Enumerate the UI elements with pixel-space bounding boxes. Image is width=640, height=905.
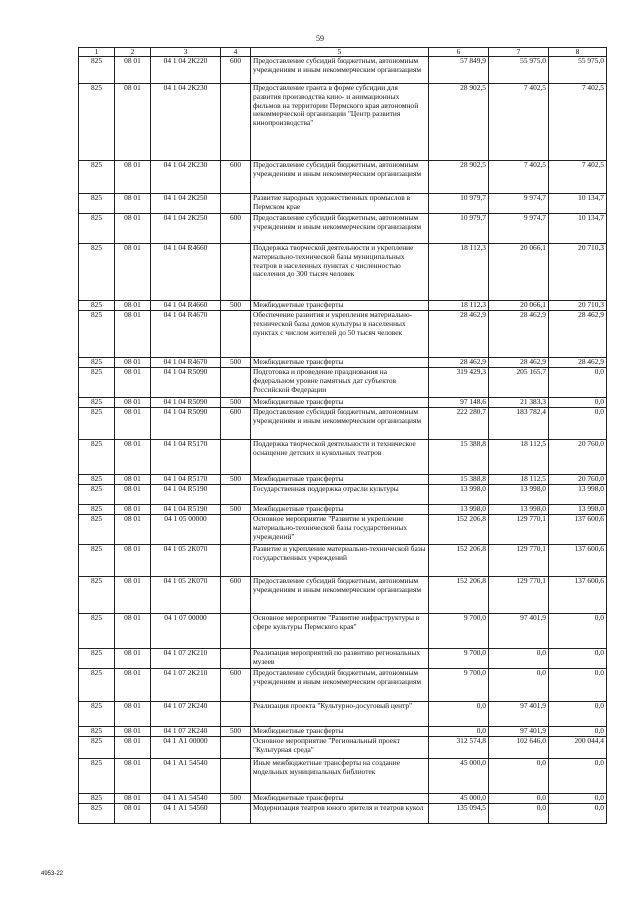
table-row [79,794,607,804]
cell-admin-code: 825 [79,727,115,737]
table-body [79,57,607,824]
cell-target-code: 04 1 07 2К240 [151,702,221,727]
cell-description: Межбюджетные трансферты [251,358,429,368]
cell-amount-col6: 9 700,0 [429,669,489,702]
column-header: 8 [549,48,607,57]
cell-section-code: 08 01 [115,794,151,804]
cell-amount-col7: 183 782,4 [489,408,549,440]
cell-amount-col6: 13 998,0 [429,505,489,515]
cell-amount-col7: 129 770,1 [489,545,549,577]
cell-section-code: 08 01 [115,515,151,545]
cell-amount-col6: 28 902,5 [429,84,489,161]
cell-admin-code: 825 [79,794,115,804]
cell-description: Межбюджетные трансферты [251,505,429,515]
cell-expense-type: 600 [221,214,251,244]
table-row [79,727,607,737]
cell-amount-col8: 137 600,6 [549,515,607,545]
cell-admin-code: 825 [79,398,115,408]
cell-expense-type [221,614,251,649]
cell-amount-col6: 28 462,9 [429,311,489,358]
cell-target-code: 04 1 04 2К220 [151,57,221,84]
cell-amount-col8: 0,0 [549,669,607,702]
table-row [79,311,607,358]
cell-description: Межбюджетные трансферты [251,398,429,408]
cell-amount-col6: 9 700,0 [429,649,489,669]
cell-section-code: 08 01 [115,737,151,759]
cell-section-code: 08 01 [115,194,151,214]
table-row [79,368,607,398]
cell-section-code: 08 01 [115,161,151,194]
footer-code: 4953-22 [41,871,64,877]
cell-expense-type: 500 [221,398,251,408]
cell-expense-type [221,485,251,505]
cell-amount-col7: 0,0 [489,669,549,702]
cell-description: Подготовка и проведение празднования на федеральном уровне памятных дат субъектов Российской Федерации [251,368,429,398]
cell-amount-col6: 9 700,0 [429,614,489,649]
cell-description: Поддержка творческой деятельности и техническое оснащение детских и кукольных театров [251,440,429,475]
cell-admin-code: 825 [79,545,115,577]
cell-amount-col7: 129 770,1 [489,515,549,545]
table-row [79,358,607,368]
cell-expense-type: 500 [221,475,251,485]
cell-amount-col6: 18 112,3 [429,301,489,311]
page-number: 59 [316,34,324,43]
cell-target-code: 04 1 04 R4670 [151,311,221,358]
cell-amount-col8: 0,0 [549,614,607,649]
cell-admin-code: 825 [79,368,115,398]
cell-section-code: 08 01 [115,440,151,475]
cell-description: Обеспечение развития и укрепления материально-технической базы домов культуры в населенных пунктах с числом жителей до 50 тысяч человек [251,311,429,358]
cell-section-code: 08 01 [115,475,151,485]
cell-amount-col7: 129 770,1 [489,577,549,614]
cell-expense-type [221,515,251,545]
cell-amount-col8: 0,0 [549,727,607,737]
cell-admin-code: 825 [79,358,115,368]
cell-admin-code: 825 [79,214,115,244]
cell-expense-type [221,702,251,727]
cell-admin-code: 825 [79,57,115,84]
cell-amount-col7: 28 462,9 [489,358,549,368]
cell-amount-col7: 9 974,7 [489,194,549,214]
cell-description: Модернизация театров юного зрителя и театров кукол [251,804,429,824]
cell-expense-type: 500 [221,794,251,804]
cell-description: Реализация мероприятий по развитию региональных музеев [251,649,429,669]
column-header: 1 [79,48,115,57]
cell-description: Основное мероприятие "Региональный проект "Культурная среда" [251,737,429,759]
cell-amount-col8: 0,0 [549,649,607,669]
cell-admin-code: 825 [79,194,115,214]
cell-amount-col6: 15 388,8 [429,440,489,475]
cell-amount-col6: 152 206,8 [429,515,489,545]
cell-admin-code: 825 [79,311,115,358]
table-row [79,737,607,759]
cell-section-code: 08 01 [115,398,151,408]
cell-description: Реализация проекта "Культурно-досуговый центр" [251,702,429,727]
cell-amount-col6: 57 849,9 [429,57,489,84]
cell-amount-col6: 152 206,8 [429,545,489,577]
cell-amount-col7: 7 402,5 [489,84,549,161]
cell-amount-col8: 20 710,3 [549,244,607,301]
cell-description: Развитие народных художественных промыслов в Пермском крае [251,194,429,214]
cell-amount-col7: 20 066,1 [489,301,549,311]
cell-expense-type: 500 [221,301,251,311]
cell-amount-col7: 0,0 [489,804,549,824]
cell-admin-code: 825 [79,84,115,161]
cell-admin-code: 825 [79,515,115,545]
budget-table [78,47,607,824]
column-header: 3 [151,48,221,57]
cell-expense-type [221,649,251,669]
cell-amount-col7: 18 112,5 [489,440,549,475]
cell-expense-type [221,759,251,794]
cell-expense-type [221,368,251,398]
cell-amount-col8: 7 402,5 [549,161,607,194]
cell-admin-code: 825 [79,614,115,649]
table-header-row [79,48,607,57]
cell-description: Развитие и укрепление материально-технической базы государственных учреждений [251,545,429,577]
column-header: 5 [251,48,429,57]
cell-section-code: 08 01 [115,577,151,614]
cell-target-code: 04 1 04 2К250 [151,214,221,244]
cell-amount-col8: 20 760,0 [549,440,607,475]
cell-expense-type: 600 [221,577,251,614]
cell-amount-col7: 18 112,5 [489,475,549,485]
cell-admin-code: 825 [79,577,115,614]
cell-target-code: 04 1 04 R5090 [151,368,221,398]
table-row [79,649,607,669]
table-row [79,669,607,702]
table-row [79,440,607,475]
cell-description: Межбюджетные трансферты [251,475,429,485]
cell-amount-col6: 312 574,8 [429,737,489,759]
cell-admin-code: 825 [79,505,115,515]
cell-description: Предоставление субсидий бюджетным, автономным учреждениям и иным некоммерческим организациям [251,161,429,194]
cell-amount-col8: 55 975,0 [549,57,607,84]
cell-amount-col8: 13 998,0 [549,485,607,505]
cell-section-code: 08 01 [115,727,151,737]
cell-amount-col7: 7 402,5 [489,161,549,194]
cell-section-code: 08 01 [115,408,151,440]
cell-admin-code: 825 [79,161,115,194]
cell-expense-type: 600 [221,408,251,440]
cell-admin-code: 825 [79,440,115,475]
cell-target-code: 04 1 04 R5190 [151,505,221,515]
table-row [79,545,607,577]
cell-section-code: 08 01 [115,759,151,794]
cell-expense-type [221,311,251,358]
cell-amount-col8: 137 600,6 [549,545,607,577]
cell-target-code: 04 1 07 00000 [151,614,221,649]
cell-admin-code: 825 [79,702,115,727]
cell-section-code: 08 01 [115,84,151,161]
cell-amount-col7: 97 401,9 [489,702,549,727]
cell-section-code: 08 01 [115,358,151,368]
cell-amount-col7: 13 998,0 [489,505,549,515]
cell-amount-col7: 9 974,7 [489,214,549,244]
cell-amount-col8: 28 462,9 [549,311,607,358]
cell-target-code: 04 1 04 R4660 [151,301,221,311]
cell-amount-col6: 28 902,5 [429,161,489,194]
cell-admin-code: 825 [79,485,115,505]
cell-section-code: 08 01 [115,244,151,301]
cell-description: Предоставление гранта в форме субсидии для развития производства кино- и анимационных фильмов на территории Пермского края автономной некоммерческой организации "Центр развития кинопроизводства" [251,84,429,161]
cell-amount-col8: 200 044,4 [549,737,607,759]
cell-description: Основное мероприятие "Развитие инфраструктуры в сфере культуры Пермского края" [251,614,429,649]
table-row [79,485,607,505]
cell-expense-type: 500 [221,505,251,515]
cell-target-code: 04 1 07 2К210 [151,649,221,669]
cell-amount-col7: 55 975,0 [489,57,549,84]
cell-target-code: 04 1 А1 54560 [151,804,221,824]
cell-target-code: 04 1 07 2К240 [151,727,221,737]
cell-amount-col6: 13 998,0 [429,485,489,505]
cell-section-code: 08 01 [115,702,151,727]
cell-amount-col6: 15 388,8 [429,475,489,485]
cell-description: Государственная поддержка отрасли культуры [251,485,429,505]
cell-admin-code: 825 [79,649,115,669]
cell-amount-col6: 135 094,5 [429,804,489,824]
table-row [79,475,607,485]
cell-expense-type: 600 [221,57,251,84]
cell-target-code: 04 1 05 2К070 [151,545,221,577]
cell-section-code: 08 01 [115,669,151,702]
cell-amount-col7: 102 646,0 [489,737,549,759]
cell-amount-col6: 152 206,8 [429,577,489,614]
cell-expense-type: 600 [221,669,251,702]
cell-expense-type [221,737,251,759]
table-row [79,804,607,824]
cell-target-code: 04 1 04 R5190 [151,485,221,505]
cell-amount-col8: 0,0 [549,804,607,824]
cell-description: Основное мероприятие "Развитие и укрепление материально-технической базы государственных учреждений" [251,515,429,545]
cell-section-code: 08 01 [115,804,151,824]
table-row [79,194,607,214]
table-row [79,577,607,614]
cell-amount-col6: 319 429,3 [429,368,489,398]
cell-amount-col7: 20 066,1 [489,244,549,301]
cell-description: Межбюджетные трансферты [251,794,429,804]
cell-section-code: 08 01 [115,368,151,398]
cell-section-code: 08 01 [115,311,151,358]
cell-description: Предоставление субсидий бюджетным, автономным учреждениям и иным некоммерческим организациям [251,577,429,614]
cell-admin-code: 825 [79,804,115,824]
cell-amount-col6: 45 000,0 [429,794,489,804]
cell-amount-col8: 0,0 [549,794,607,804]
table-row [79,161,607,194]
cell-amount-col8: 7 402,5 [549,84,607,161]
cell-admin-code: 825 [79,244,115,301]
cell-amount-col6: 0,0 [429,702,489,727]
cell-expense-type: 500 [221,727,251,737]
column-header: 4 [221,48,251,57]
table-row [79,505,607,515]
cell-amount-col8: 137 600,6 [549,577,607,614]
cell-amount-col6: 222 280,7 [429,408,489,440]
cell-description: Межбюджетные трансферты [251,727,429,737]
cell-amount-col7: 0,0 [489,759,549,794]
table-row [79,244,607,301]
cell-amount-col7: 21 383,3 [489,398,549,408]
cell-expense-type [221,804,251,824]
cell-description: Предоставление субсидий бюджетным, автономным учреждениям и иным некоммерческим организациям [251,57,429,84]
table-row [79,614,607,649]
cell-description: Предоставление субсидий бюджетным, автономным учреждениям и иным некоммерческим организациям [251,214,429,244]
cell-amount-col8: 0,0 [549,408,607,440]
cell-amount-col7: 97 401,9 [489,727,549,737]
cell-amount-col8: 10 134,7 [549,214,607,244]
cell-target-code: 04 1 04 2К230 [151,84,221,161]
cell-amount-col8: 20 710,3 [549,301,607,311]
cell-target-code: 04 1 04 R5170 [151,475,221,485]
cell-target-code: 04 1 А1 54540 [151,794,221,804]
cell-amount-col7: 0,0 [489,649,549,669]
cell-admin-code: 825 [79,759,115,794]
cell-amount-col8: 0,0 [549,368,607,398]
cell-expense-type: 500 [221,358,251,368]
cell-amount-col6: 28 462,9 [429,358,489,368]
cell-section-code: 08 01 [115,485,151,505]
cell-expense-type [221,545,251,577]
cell-target-code: 04 1 А1 00000 [151,737,221,759]
cell-amount-col6: 0,0 [429,727,489,737]
cell-amount-col8: 0,0 [549,759,607,794]
cell-expense-type: 600 [221,161,251,194]
cell-section-code: 08 01 [115,649,151,669]
cell-expense-type [221,244,251,301]
cell-section-code: 08 01 [115,301,151,311]
cell-expense-type [221,440,251,475]
cell-amount-col8: 28 462,9 [549,358,607,368]
cell-expense-type [221,84,251,161]
cell-target-code: 04 1 04 R4660 [151,244,221,301]
cell-target-code: 04 1 04 2К250 [151,194,221,214]
cell-target-code: 04 1 04 R5090 [151,408,221,440]
cell-amount-col6: 18 112,3 [429,244,489,301]
cell-target-code: 04 1 05 00000 [151,515,221,545]
cell-amount-col6: 10 979,7 [429,194,489,214]
cell-amount-col8: 20 760,0 [549,475,607,485]
cell-amount-col8: 13 998,0 [549,505,607,515]
cell-amount-col7: 97 401,9 [489,614,549,649]
cell-amount-col6: 45 000,0 [429,759,489,794]
cell-section-code: 08 01 [115,214,151,244]
cell-amount-col6: 10 979,7 [429,214,489,244]
cell-amount-col8: 0,0 [549,702,607,727]
cell-section-code: 08 01 [115,545,151,577]
table-row [79,408,607,440]
column-header: 6 [429,48,489,57]
cell-amount-col7: 205 165,7 [489,368,549,398]
cell-admin-code: 825 [79,301,115,311]
cell-description: Межбюджетные трансферты [251,301,429,311]
column-header: 2 [115,48,151,57]
cell-section-code: 08 01 [115,505,151,515]
cell-admin-code: 825 [79,408,115,440]
cell-admin-code: 825 [79,737,115,759]
table-row [79,759,607,794]
cell-target-code: 04 1 04 R5090 [151,398,221,408]
cell-target-code: 04 1 А1 54540 [151,759,221,794]
table-row [79,702,607,727]
table-row [79,398,607,408]
cell-description: Поддержка творческой деятельности и укрепление материально-технической базы муниципальных театров в населенных пунктах с численностью населения до 300 тысяч человек [251,244,429,301]
cell-section-code: 08 01 [115,57,151,84]
cell-admin-code: 825 [79,475,115,485]
cell-target-code: 04 1 04 2К230 [151,161,221,194]
cell-description: Предоставление субсидий бюджетным, автономным учреждениям и иным некоммерческим организациям [251,408,429,440]
cell-expense-type [221,194,251,214]
cell-amount-col6: 97 148,6 [429,398,489,408]
cell-amount-col7: 13 998,0 [489,485,549,505]
cell-admin-code: 825 [79,669,115,702]
column-header: 7 [489,48,549,57]
cell-description: Предоставление субсидий бюджетным, автономным учреждениям и иным некоммерческим организациям [251,669,429,702]
cell-target-code: 04 1 07 2К210 [151,669,221,702]
table-row [79,214,607,244]
cell-amount-col8: 0,0 [549,398,607,408]
cell-amount-col7: 28 462,9 [489,311,549,358]
cell-target-code: 04 1 04 R5170 [151,440,221,475]
cell-section-code: 08 01 [115,614,151,649]
table-row [79,84,607,161]
table-row [79,515,607,545]
table-row [79,57,607,84]
cell-amount-col7: 0,0 [489,794,549,804]
cell-description: Иные межбюджетные трансферты на создание модельных муниципальных библиотек [251,759,429,794]
cell-target-code: 04 1 05 2К070 [151,577,221,614]
cell-target-code: 04 1 04 R4670 [151,358,221,368]
table-row [79,301,607,311]
cell-amount-col8: 10 134,7 [549,194,607,214]
